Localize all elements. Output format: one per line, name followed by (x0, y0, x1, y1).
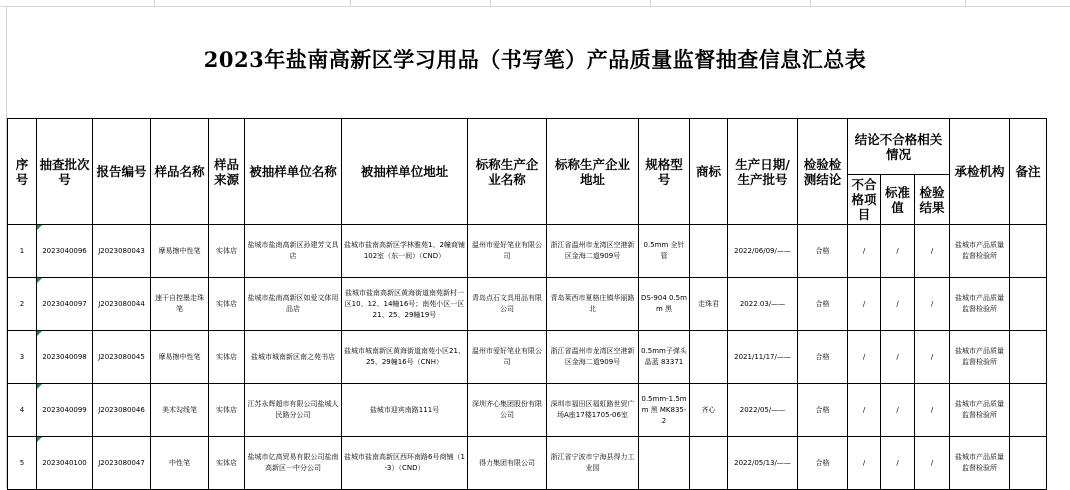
cell-source[interactable]: 实体店 (209, 331, 245, 384)
header-unit-addr: 被抽样单位地址 (342, 119, 468, 225)
header-fail-result: 检验结果 (915, 175, 950, 225)
cell-batch[interactable]: 2023040096 (37, 225, 93, 278)
cell-mfr-name[interactable]: 青岛点石文具用品有限公司 (468, 278, 547, 331)
cell-remark[interactable] (1010, 437, 1047, 490)
cell-mfr-name[interactable]: 深圳齐心集团股份有限公司 (468, 384, 547, 437)
cell-seq[interactable]: 1 (8, 225, 37, 278)
cell-fail-item[interactable]: / (848, 331, 881, 384)
cell-report[interactable]: J2023080046 (93, 384, 151, 437)
header-batch: 抽查批次号 (37, 119, 93, 225)
cell-mfr-addr[interactable]: 浙江省温州市龙湾区空港新区金海二道909号 (547, 331, 639, 384)
cell-mfr-addr[interactable]: 深圳市福田区福虹路世贸广场A座17楼1705-06室 (547, 384, 639, 437)
cell-date[interactable]: 2022/06/09/—— (728, 225, 798, 278)
cell-conclusion[interactable]: 合格 (798, 437, 848, 490)
cell-sample[interactable]: 中性笔 (151, 437, 209, 490)
cell-source[interactable]: 实体店 (209, 437, 245, 490)
header-fail-item: 不合格项目 (848, 175, 881, 225)
cell-unit-name[interactable]: 盐城市亿高贸易有限公司盐南高新区一中分公司 (245, 437, 342, 490)
cell-date[interactable]: 2022.03/—— (728, 278, 798, 331)
header-seq: 序号 (8, 119, 37, 225)
cell-institution[interactable]: 盐城市产品质量监督检验所 (950, 225, 1010, 278)
cell-fail-item[interactable]: / (848, 437, 881, 490)
cell-batch[interactable]: 2023040097 (37, 278, 93, 331)
cell-remark[interactable] (1010, 331, 1047, 384)
cell-fail-std[interactable]: / (881, 384, 915, 437)
cell-spec[interactable] (639, 437, 690, 490)
cell-source[interactable]: 实体店 (209, 278, 245, 331)
cell-conclusion[interactable]: 合格 (798, 225, 848, 278)
cell-sample[interactable]: 摩易擦中性笔 (151, 331, 209, 384)
header-mfr-name: 标称生产企业名称 (468, 119, 547, 225)
cell-fail-result[interactable]: / (915, 384, 950, 437)
table-row (8, 331, 1047, 384)
cell-fail-std[interactable]: / (881, 278, 915, 331)
cell-spec[interactable]: 0.5mm子弹头晶蓝 83371 (639, 331, 690, 384)
cell-fail-item[interactable]: / (848, 384, 881, 437)
cell-brand[interactable]: 齐心 (690, 384, 728, 437)
cell-batch[interactable]: 2023040098 (37, 331, 93, 384)
cell-institution[interactable]: 盐城市产品质量监督检验所 (950, 331, 1010, 384)
header-conclusion: 检验检测结论 (798, 119, 848, 225)
header-report: 报告编号 (93, 119, 151, 225)
cell-mfr-addr[interactable]: 浙江省宁波市宁海县得力工业园 (547, 437, 639, 490)
cell-report[interactable]: J2023080045 (93, 331, 151, 384)
header-remark: 备注 (1010, 119, 1047, 225)
cell-report[interactable]: J2023080047 (93, 437, 151, 490)
header-mfr-addr: 标称生产企业地址 (547, 119, 639, 225)
cell-institution[interactable]: 盐城市产品质量监督检验所 (950, 278, 1010, 331)
cell-unit-addr[interactable]: 盐城市城南新区黄海街道南苑小区21、25、29幢16号（CNH） (342, 331, 468, 384)
table-row (8, 225, 1047, 278)
cell-fail-std[interactable]: / (881, 437, 915, 490)
cell-seq[interactable]: 5 (8, 437, 37, 490)
cell-mfr-addr[interactable]: 浙江省温州市龙湾区空港新区金海二道909号 (547, 225, 639, 278)
cell-spec[interactable]: 0.5mm 全针管 (639, 225, 690, 278)
header-source: 样品来源 (209, 119, 245, 225)
cell-unit-name[interactable]: 盐城市盐南高新区孙建芳文具店 (245, 225, 342, 278)
cell-unit-name[interactable]: 盐城市城南新区南之苑书店 (245, 331, 342, 384)
cell-unit-addr[interactable]: 盐城市盐南高新区学林雅苑1、2幢商铺102室（东一间）（CND） (342, 225, 468, 278)
cell-brand[interactable] (690, 225, 728, 278)
cell-brand[interactable]: 走珠君 (690, 278, 728, 331)
cell-brand[interactable] (690, 331, 728, 384)
cell-unit-name[interactable]: 盐城市盐南高新区如爱文体用品店 (245, 278, 342, 331)
cell-batch[interactable]: 2023040100 (37, 437, 93, 490)
header-sample: 样品名称 (151, 119, 209, 225)
cell-date[interactable]: 2022/05/13/—— (728, 437, 798, 490)
cell-seq[interactable]: 3 (8, 331, 37, 384)
cell-remark[interactable] (1010, 225, 1047, 278)
cell-fail-result[interactable]: / (915, 437, 950, 490)
cell-date[interactable]: 2022/05/—— (728, 384, 798, 437)
cell-batch[interactable]: 2023040099 (37, 384, 93, 437)
cell-fail-item[interactable]: / (848, 278, 881, 331)
cell-unit-addr[interactable]: 盐城市盐南高新区黄海街道南苑新村一区10、12、14幢16号；南苑小区一区21、25、29幢19号 (342, 278, 468, 331)
cell-mfr-name[interactable]: 得力集团有限公司 (468, 437, 547, 490)
cell-fail-result[interactable]: / (915, 331, 950, 384)
cell-spec[interactable]: DS-904 0.5mm 黑 (639, 278, 690, 331)
cell-unit-addr[interactable]: 盐城市迎宾南路111号 (342, 384, 468, 437)
cell-remark[interactable] (1010, 384, 1047, 437)
cell-fail-std[interactable]: / (881, 225, 915, 278)
cell-conclusion[interactable]: 合格 (798, 278, 848, 331)
cell-conclusion[interactable]: 合格 (798, 331, 848, 384)
cell-date[interactable]: 2021/11/17/—— (728, 331, 798, 384)
cell-conclusion[interactable]: 合格 (798, 384, 848, 437)
table-row (8, 437, 1047, 490)
cell-sample[interactable]: 速干自控墨走珠笔 (151, 278, 209, 331)
header-spec: 规格型号 (639, 119, 690, 225)
header-brand: 商标 (690, 119, 728, 225)
header-unit-name: 被抽样单位名称 (245, 119, 342, 225)
cell-sample[interactable]: 美术勾线笔 (151, 384, 209, 437)
cell-report[interactable]: J2023080044 (93, 278, 151, 331)
cell-sample[interactable]: 摩易擦中性笔 (151, 225, 209, 278)
cell-report[interactable]: J2023080043 (93, 225, 151, 278)
table-row (8, 384, 1047, 437)
cell-fail-item[interactable]: / (848, 225, 881, 278)
cell-seq[interactable]: 4 (8, 384, 37, 437)
summary-table (7, 118, 1047, 490)
cell-seq[interactable]: 2 (8, 278, 37, 331)
cell-mfr-name[interactable]: 温州市爱好笔业有限公司 (468, 331, 547, 384)
cell-institution[interactable]: 盐城市产品质量监督检验所 (950, 437, 1010, 490)
cell-remark[interactable] (1010, 278, 1047, 331)
cell-unit-name[interactable]: 江苏永辉超市有限公司盐城人民路分公司 (245, 384, 342, 437)
cell-fail-result[interactable]: / (915, 225, 950, 278)
header-date: 生产日期/生产批号 (728, 119, 798, 225)
cell-spec[interactable]: 0.5mm-1.5mm 黑 MK835-2 (639, 384, 690, 437)
header-fail-std: 标准值 (881, 175, 915, 225)
cell-mfr-addr[interactable]: 青岛莱西市夏格庄镇华丽路北 (547, 278, 639, 331)
cell-mfr-name[interactable]: 温州市爱好笔业有限公司 (468, 225, 547, 278)
cell-unit-addr[interactable]: 盐城市盐南高新区西环南路6号商铺（1-3）（CND） (342, 437, 468, 490)
header-fail-group: 结论不合格相关情况 (848, 119, 950, 175)
cell-institution[interactable]: 盐城市产品质量监督检验所 (950, 384, 1010, 437)
sheet-title: 2023年盐南高新区学习用品（书写笔）产品质量监督抽查信息汇总表 (203, 47, 867, 72)
cell-source[interactable]: 实体店 (209, 384, 245, 437)
header-institution: 承检机构 (950, 119, 1010, 225)
table-row (8, 278, 1047, 331)
cell-fail-result[interactable]: / (915, 278, 950, 331)
cell-source[interactable]: 实体店 (209, 225, 245, 278)
cell-fail-std[interactable]: / (881, 331, 915, 384)
cell-brand[interactable] (690, 437, 728, 490)
